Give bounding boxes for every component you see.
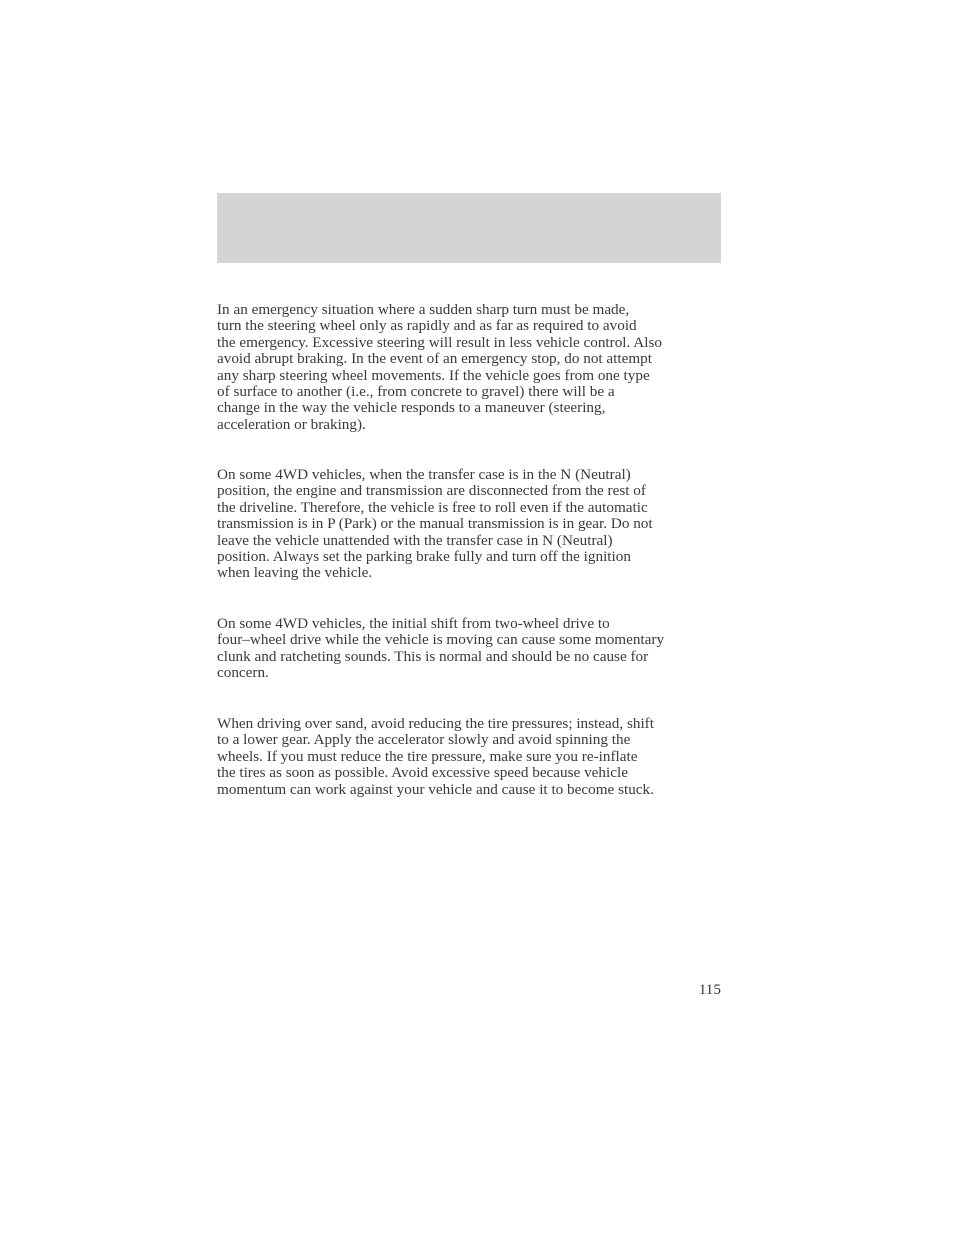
header-band — [217, 193, 721, 263]
paragraph-4wd-shift-sounds: On some 4WD vehicles, the initial shift from two-wheel drive to four–wheel drive while the vehicle is moving can cause some momentary clunk and ratcheting sounds. This is normal and should be no cause for concern. — [217, 615, 665, 682]
paragraph-emergency-steering: In an emergency situation where a sudden sharp turn must be made, turn the steering wheel only as rapidly and as far as required to avoid the emergency. Excessive steering will result in less vehicle control. Also avoid abrupt braking. In the event of an emergency stop, do not attempt any sharp steering wheel movements. If the vehicle goes from one type of surface to another (i.e., from concrete to gravel) there will be a change in the way the vehicle responds to a maneuver (steering, acceleration or braking). — [217, 301, 662, 433]
paragraph-transfer-case-neutral: On some 4WD vehicles, when the transfer case is in the N (Neutral) position, the engine and transmission are disconnected from the rest of the driveline. Therefore, the vehicle is free to roll even if the automatic transmission is in P (Park) or the manual transmission is in gear. Do not leave the vehicle unattended with the transfer case in N (Neutral) position. Always set the parking brake fully and turn off the ignition when leaving the vehicle. — [217, 466, 653, 582]
page-number: 115 — [698, 981, 721, 998]
paragraph-sand-driving: When driving over sand, avoid reducing the tire pressures; instead, shift to a lower gear. Apply the accelerator slowly and avoid spinning the wheels. If you must reduce the tire pressure, make sure you re-inflate the tires as soon as possible. Avoid excessive speed because vehicle momentum can work against your vehicle and cause it to become stuck. — [217, 715, 654, 798]
